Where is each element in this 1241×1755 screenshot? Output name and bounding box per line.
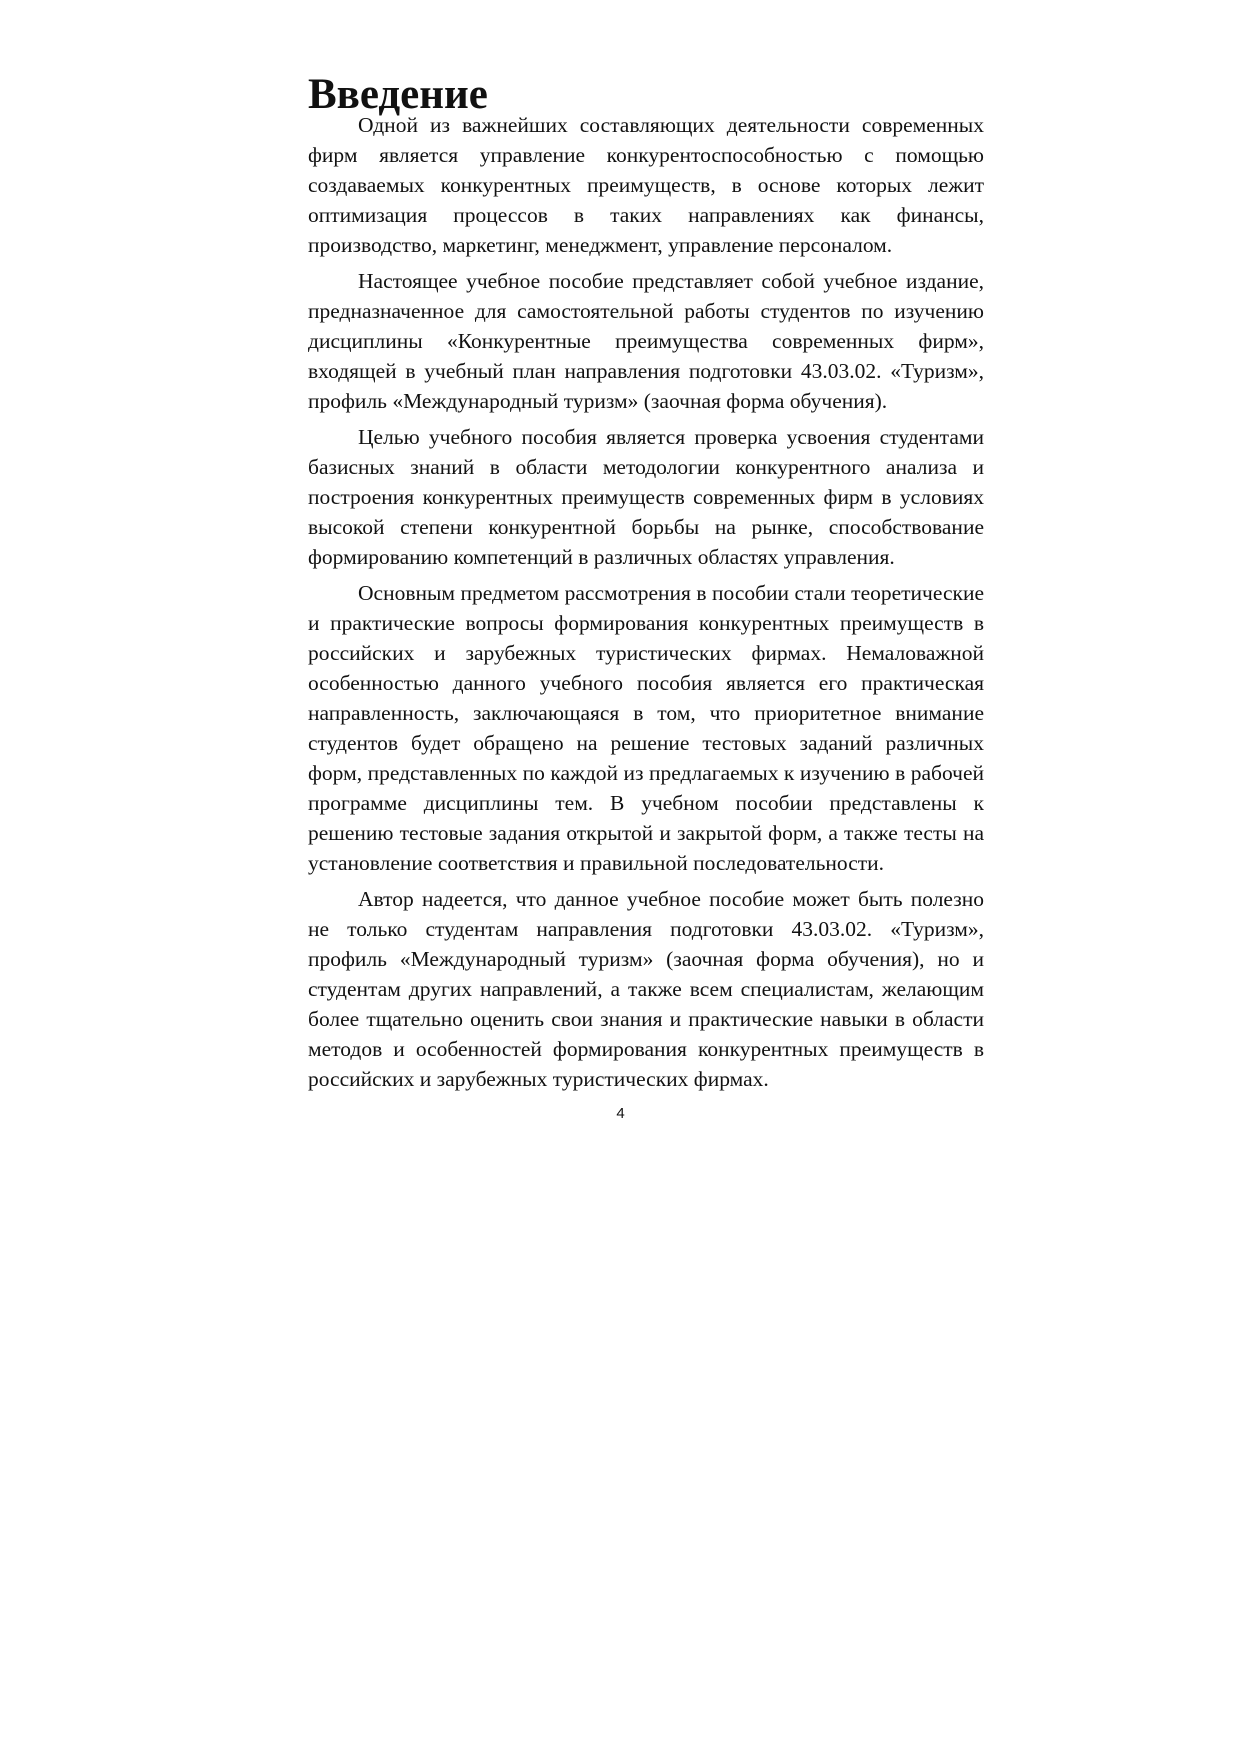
paragraph: Настоящее учебное пособие представляет собой учебное издание, предназначенное для самостоятельной работы студентов по изучению дисциплины «Конкурентные преимущества современных фирм», входящей в учебный план направления подготовки 43.03.02. «Туризм», профиль «Международный туризм» (заочная форма обучения).: [308, 269, 984, 413]
paragraph: Одной из важнейших составляющих деятельности современных фирм является управление конкурентоспособностью с помощью создаваемых конкурентных преимуществ, в основе которых лежит оптимизация процессов в таких направлениях как финансы, производство, маркетинг, менеджмент, управление персоналом.: [308, 113, 984, 257]
paragraph: Автор надеется, что данное учебное пособие может быть полезно не только студентам направления подготовки 43.03.02. «Туризм», профиль «Международный туризм» (заочная форма обучения), но и студентам других направлений, а также всем специалистам, желающим более тщательно оценить свои знания и практические навыки в области методов и особенностей формирования конкурентных преимуществ в российских и зарубежных туристических фирмах.: [308, 887, 984, 1091]
paragraph: Основным предметом рассмотрения в пособии стали теоретические и практические вопросы формирования конкурентных преимуществ в российских и зарубежных туристических фирмах. Немаловажной особенностью данного учебного пособия является его практическая направленность, заключающаяся в том, что приоритетное внимание студентов будет обращено на решение тестовых заданий различных форм, представленных по каждой из предлагаемых к изучению в рабочей программе дисциплины тем. В учебном пособии представлены к решению тестовые задания открытой и закрытой форм, а также тесты на установление соответствия и правильной последовательности.: [308, 581, 984, 875]
page-number: 4: [616, 1105, 625, 1122]
section-heading: Введение: [308, 71, 488, 118]
paragraph: Целью учебного пособия является проверка усвоения студентами базисных знаний в области методологии конкурентного анализа и построения конкурентных преимуществ современных фирм в условиях высокой степени конкурентной борьбы на рынке, способствование формированию компетенций в различных областях управления.: [308, 425, 984, 569]
page-content: [308, 71, 984, 1100]
